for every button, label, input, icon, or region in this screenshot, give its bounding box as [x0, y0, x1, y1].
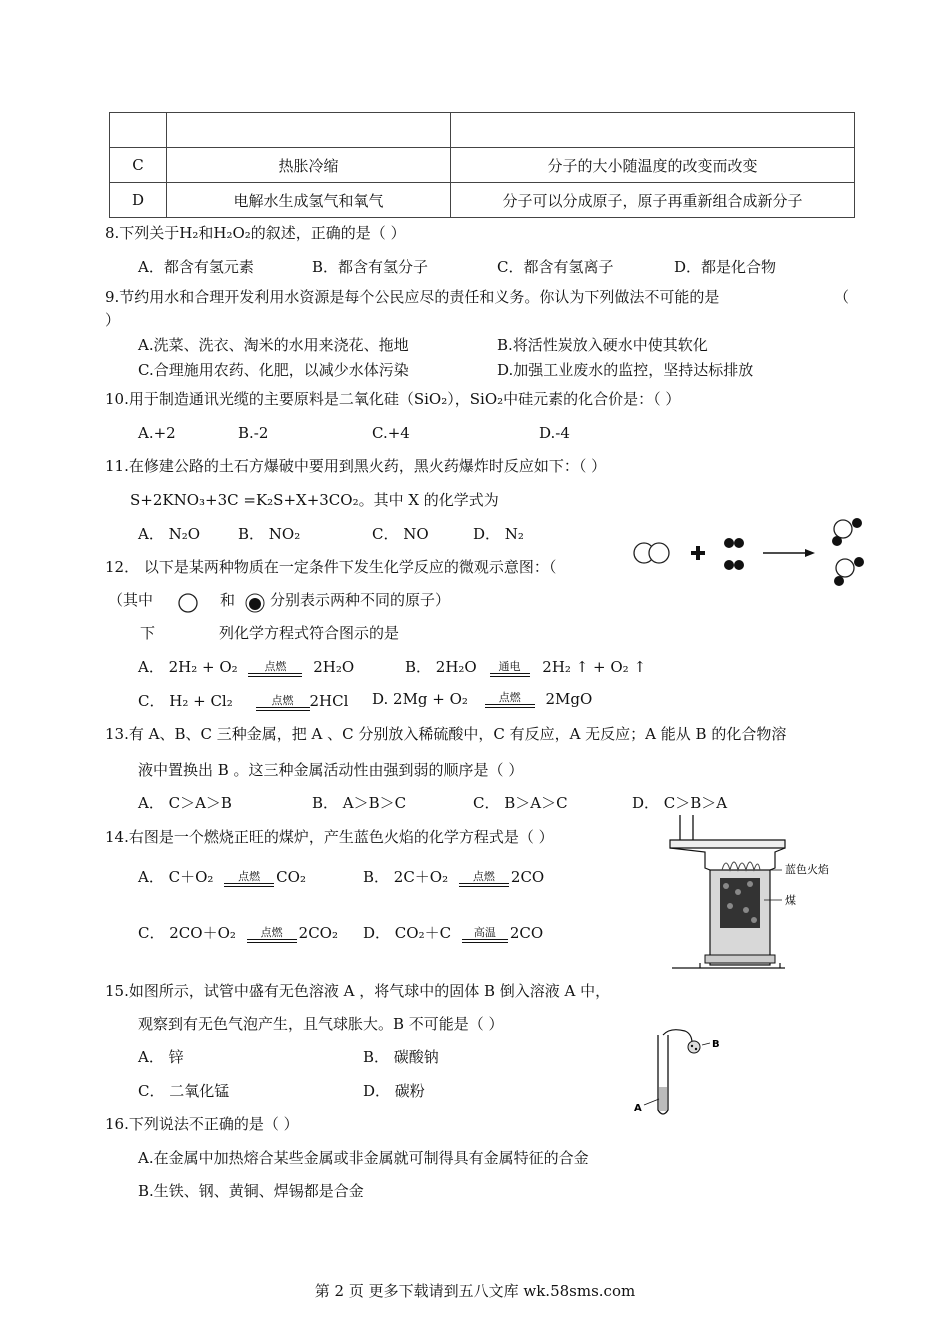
q11-option-a: A． N₂O	[138, 525, 201, 543]
q12-option-a-right: 2H₂O	[313, 658, 355, 676]
table-row	[110, 148, 855, 183]
table-cell	[110, 113, 167, 148]
table-cell: D	[110, 183, 167, 218]
q10-option-a: A.+2	[138, 424, 176, 442]
atom-black	[724, 538, 734, 548]
q12-legend-start: （其中	[108, 591, 154, 609]
q8-option-a: A．都含有氢元素	[138, 258, 254, 276]
reaction-condition	[224, 871, 274, 887]
q9-option-b: B.将活性炭放入硬水中使其软化	[497, 336, 708, 354]
q14-option-a	[138, 866, 306, 887]
reaction-diagram	[625, 512, 875, 592]
q12-legend-end: 分别表示两种不同的原子）	[270, 591, 451, 609]
q11-option-b: B． NO₂	[238, 525, 301, 543]
q12-option-b-right: 2H₂ ↑ + O₂ ↑	[542, 658, 647, 676]
q15-stem: 15.如图所示，试管中盛有无色溶液 A ，将气球中的固体 B 倒入溶液 A 中，	[105, 982, 611, 1000]
q12-line2-a: 下	[140, 624, 156, 642]
q16-stem: 16.下列说法不正确的是（ ）	[105, 1115, 299, 1133]
atom-black	[832, 536, 842, 546]
atom-black	[734, 538, 744, 548]
q12-option-a-left: A． 2H₂ + O₂	[138, 658, 238, 676]
q13-option-b: B． A＞B＞C	[312, 794, 407, 812]
q10-option-b: B.-2	[238, 424, 269, 442]
q15-option-a: A． 锌	[138, 1048, 184, 1066]
q14-option-c	[138, 922, 338, 943]
q14-option-c-left: C． 2CO＋O₂	[138, 924, 236, 942]
atom-black	[724, 560, 734, 570]
q16-option-a: A.在金属中加热熔合某些金属或非金属就可制得具有金属特征的合金	[138, 1149, 589, 1167]
page-footer: 第 2 页 更多下载请到五八文库 wk.58sms.com	[314, 1282, 636, 1300]
coal-stove-figure	[660, 810, 865, 975]
q8-stem: 8.下列关于H₂和H₂O₂的叙述，正确的是（ ）	[105, 224, 406, 242]
condition-label: 点燃	[271, 694, 294, 707]
q13-option-c: C． B＞A＞C	[473, 794, 568, 812]
q14-option-b	[363, 866, 544, 887]
label-blue-flame: 蓝色火焰	[785, 863, 829, 876]
reaction-condition	[247, 927, 297, 943]
q12-option-a	[138, 656, 354, 677]
reaction-condition	[485, 692, 535, 708]
table-cell: 分子的大小随温度的改变而改变	[451, 148, 855, 183]
reaction-condition	[459, 871, 509, 887]
q12-option-d-left: D. 2Mg + O₂	[372, 690, 468, 708]
q9-option-c: C.合理施用农药、化肥，以减少水体污染	[138, 361, 409, 379]
condition-label: 点燃	[472, 870, 495, 883]
condition-label: 高温	[473, 926, 496, 939]
q8-option-d: D．都是化合物	[674, 258, 777, 276]
table-cell: 分子可以分成原子，原子再重新组合成新分子	[451, 183, 855, 218]
q9-paren-open: （	[834, 288, 850, 306]
legend-white-atom-icon	[176, 592, 200, 614]
atom-white	[649, 543, 669, 563]
q14-option-a-right: CO₂	[276, 868, 306, 886]
table-row	[110, 183, 855, 218]
atom-white	[834, 520, 852, 538]
atom-black	[834, 576, 844, 586]
q9-stem: 9.节约用水和合理开发利用水资源是每个公民应尽的责任和义务。你认为下列做法不可能的是	[105, 288, 720, 306]
arrow-right-icon	[763, 549, 815, 557]
table-cell: C	[110, 148, 167, 183]
q15-option-d: D． 碳粉	[363, 1082, 425, 1100]
q15-option-c: C． 二氧化锰	[138, 1082, 230, 1100]
q10-option-d: D.-4	[539, 424, 570, 442]
q11-option-c: C． NO	[372, 525, 429, 543]
reaction-condition	[462, 927, 508, 943]
label-solid-b: B	[712, 1039, 720, 1050]
test-tube-figure	[630, 1025, 740, 1125]
table-row	[110, 113, 855, 148]
condition-label: 通电	[498, 660, 521, 673]
condition-label: 点燃	[260, 926, 283, 939]
q13-stem: 13.有 A、B、C 三种金属，把 A 、C 分别放入稀硫酸中，C 有反应，A 无反应；A 能从 B 的化合物溶	[105, 725, 787, 743]
reaction-condition	[490, 661, 530, 677]
q14-option-b-right: 2CO	[510, 868, 545, 886]
q12-stem: 12． 以下是某两种物质在一定条件下发生化学反应的微观示意图：（	[105, 558, 557, 576]
atom-white	[836, 559, 854, 577]
q8-option-c: C．都含有氢离子	[497, 258, 614, 276]
q10-stem: 10.用于制造通讯光缆的主要原料是二氧化硅（SiO₂），SiO₂中硅元素的化合价是：（ ）	[105, 390, 681, 408]
table-cell	[451, 113, 855, 148]
plus-icon	[691, 546, 705, 560]
q11-stem: 11.在修建公路的土石方爆破中要用到黑火药，黑火药爆炸时反应如下：（ ）	[105, 457, 607, 475]
condition-label: 点燃	[498, 691, 521, 704]
reaction-condition	[248, 661, 302, 677]
q9-option-a: A.洗菜、洗衣、淘米的水用来浇花、拖地	[138, 336, 409, 354]
q12-option-d	[372, 690, 592, 708]
q11-option-d: D． N₂	[473, 525, 524, 543]
atom-black	[734, 560, 744, 570]
q13-option-a: A． C＞A＞B	[138, 794, 232, 812]
q12-option-c-left: C． H₂ + Cl₂	[138, 692, 233, 710]
q14-option-a-left: A． C＋O₂	[138, 868, 214, 886]
table-cell: 电解水生成氢气和氧气	[167, 183, 451, 218]
table-cell: 热胀冷缩	[167, 148, 451, 183]
q12-option-c-right: 2HCl	[309, 692, 349, 710]
q12-legend-and: 和	[220, 591, 236, 609]
q14-option-d-left: D． CO₂＋C	[363, 924, 452, 942]
atom-black	[854, 557, 864, 567]
q12-option-b-left: B． 2H₂O	[405, 658, 477, 676]
condition-label: 点燃	[264, 660, 287, 673]
q14-option-c-right: 2CO₂	[298, 924, 338, 942]
q10-option-c: C.+4	[372, 424, 410, 442]
q9-paren-close: ）	[105, 311, 121, 329]
q14-option-b-left: B． 2C＋O₂	[363, 868, 449, 886]
q13-stem-2: 液中置换出 B 。这三种金属活动性由强到弱的顺序是（ ）	[138, 761, 524, 779]
legend-black-atom-icon	[243, 592, 267, 614]
q12-option-d-right: 2MgO	[545, 690, 593, 708]
label-solution-a: A	[634, 1103, 642, 1114]
q9-option-d: D.加强工业废水的监控，坚持达标排放	[497, 361, 754, 379]
q11-equation: S+2KNO₃+3C =K₂S+X+3CO₂。其中 X 的化学式为	[130, 491, 499, 509]
reaction-condition	[256, 695, 310, 711]
q13-option-d: D． C＞B＞A	[632, 794, 728, 812]
q14-stem: 14.右图是一个燃烧正旺的煤炉，产生蓝色火焰的化学方程式是（ ）	[105, 828, 554, 846]
condition-label: 点燃	[238, 870, 261, 883]
q12-option-c	[138, 690, 348, 711]
label-coal: 煤	[785, 894, 796, 907]
q15-stem-2: 观察到有无色气泡产生，且气球胀大。B 不可能是（ ）	[138, 1015, 504, 1033]
q12-line2-b: 列化学方程式符合图示的是	[219, 624, 400, 642]
q12-option-b	[405, 656, 646, 677]
q14-option-d	[363, 922, 543, 943]
q8-option-b: B．都含有氢分子	[312, 258, 429, 276]
q14-option-d-right: 2CO	[509, 924, 544, 942]
table-cell	[167, 113, 451, 148]
comparison-table	[109, 112, 855, 218]
q16-option-b: B.生铁、钢、黄铜、焊锡都是合金	[138, 1182, 364, 1200]
q15-option-b: B． 碳酸钠	[363, 1048, 439, 1066]
atom-black	[852, 518, 862, 528]
